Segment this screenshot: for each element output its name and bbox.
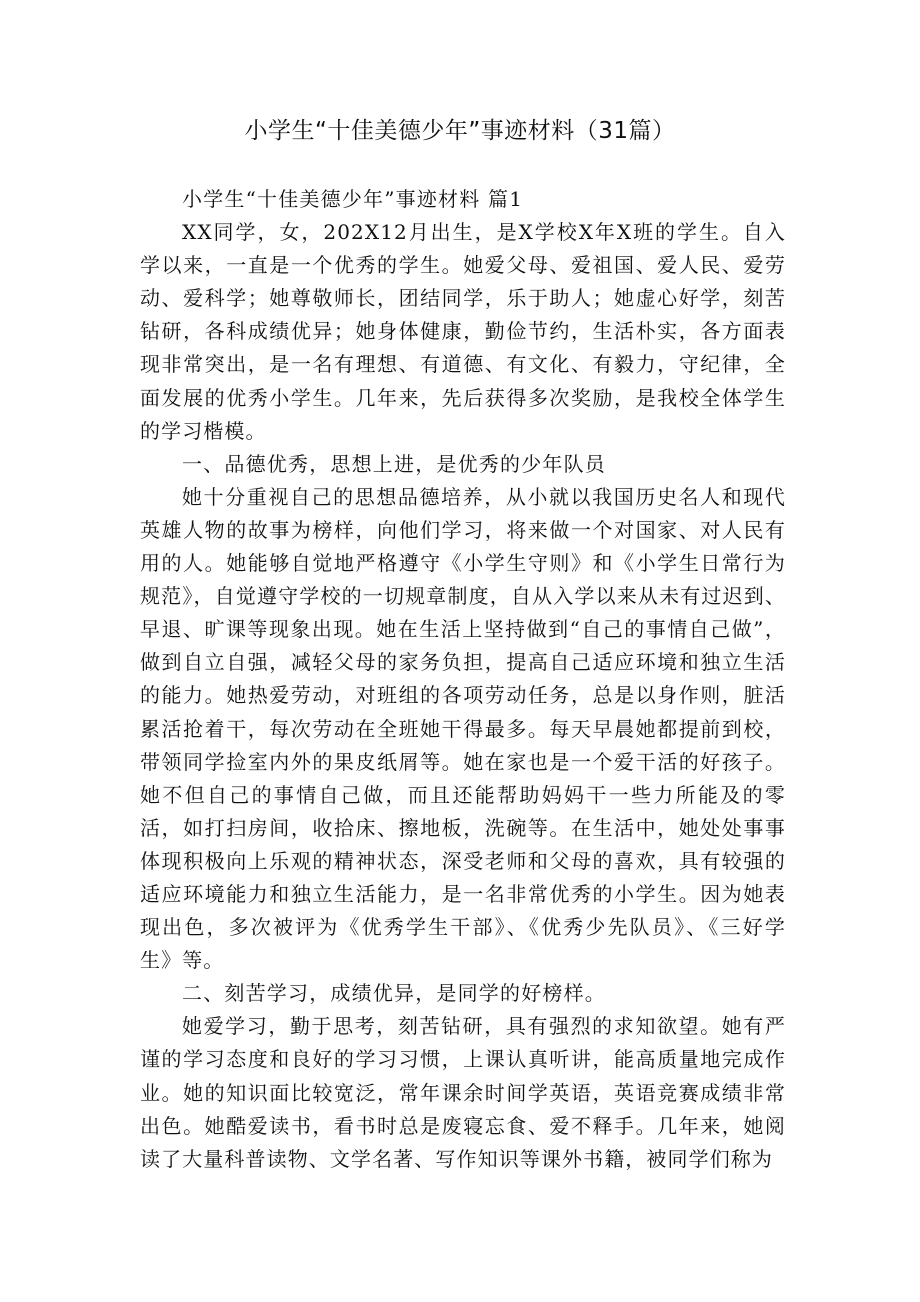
section-heading-article-1: 小学生“十佳美德少年”事迹材料 篇1: [182, 187, 524, 211]
paragraph-moral-character: 她十分重视自己的思想品德培养，从小就以我国历史名人和现代英雄人物的故事为榜样，向他们学习，将来做一个对国家、对人民有用的人。她能够自觉地严格遵守《小学生守则》和《小学生日常行为规范》，自觉遵守学校的一切规章制度，自从入学以来从未有过迟到、早退、旷课等现象出现。她在生活上坚持做到“自己的事情自己做”，做到自立自强，减轻父母的家务负担，提高自己适应环境和独立生活的能力。她热爱劳动，对班组的各项劳动任务，总是以身作则，脏活累活抢着干，每次劳动在全班她干得最多。每天早晨她都提前到校，带领同学捡室内外的果皮纸屑等。她在家也是一个爱干活的好孩子。她不但自己的事情自己做，而且还能帮助妈妈干一些力所能及的零活，如打扫房间，收拾床、擦地板，洗碗等。在生活中，她处处事事体现积极向上乐观的精神状态，深受老师和父母的喜欢，具有较强的适应环境能力和独立生活能力，是一名非常优秀的小学生。因为她表现出色，多次被评为《优秀学生干部》、《优秀少先队员》、《三好学生》等。: [140, 484, 786, 973]
document-title: 小学生“十佳美德少年”事迹材料（31篇）: [244, 118, 676, 144]
paragraph-introduction: XX同学，女，202X12月出生，是X学校X年X班的学生。自入学以来，一直是一个优秀的学生。她爱父母、爱祖国、爱人民、爱劳动、爱科学；她尊敬师长，团结同学，乐于助人；她虚心好学，刻苦钻研，各科成绩优异；她身体健康，勤俭节约，生活朴实，各方面表现非常突出，是一名有理想、有道德、有文化、有毅力，守纪律，全面发展的优秀小学生。几年来，先后获得多次奖励，是我校全体学生的学习楷模。: [140, 220, 786, 443]
paragraph-study: 她爱学习，勤于思考，刻苦钻研，具有强烈的求知欲望。她有严谨的学习态度和良好的学习习惯，上课认真听讲，能高质量地完成作业。她的知识面比较宽泛，常年课余时间学英语，英语竞赛成绩非常出色。她酷爱读书，看书时总是废寝忘食、爱不释手。几年来，她阅读了大量科普读物、文学名著、写作知识等课外书籍，被同学们称为: [140, 1014, 786, 1171]
document-body: [140, 183, 786, 1176]
section-heading-moral-character: 一、品德优秀，思想上进，是优秀的少年队员: [182, 451, 606, 476]
section-heading-study: 二、刻苦学习，成绩优异，是同学的好榜样。: [182, 981, 606, 1006]
